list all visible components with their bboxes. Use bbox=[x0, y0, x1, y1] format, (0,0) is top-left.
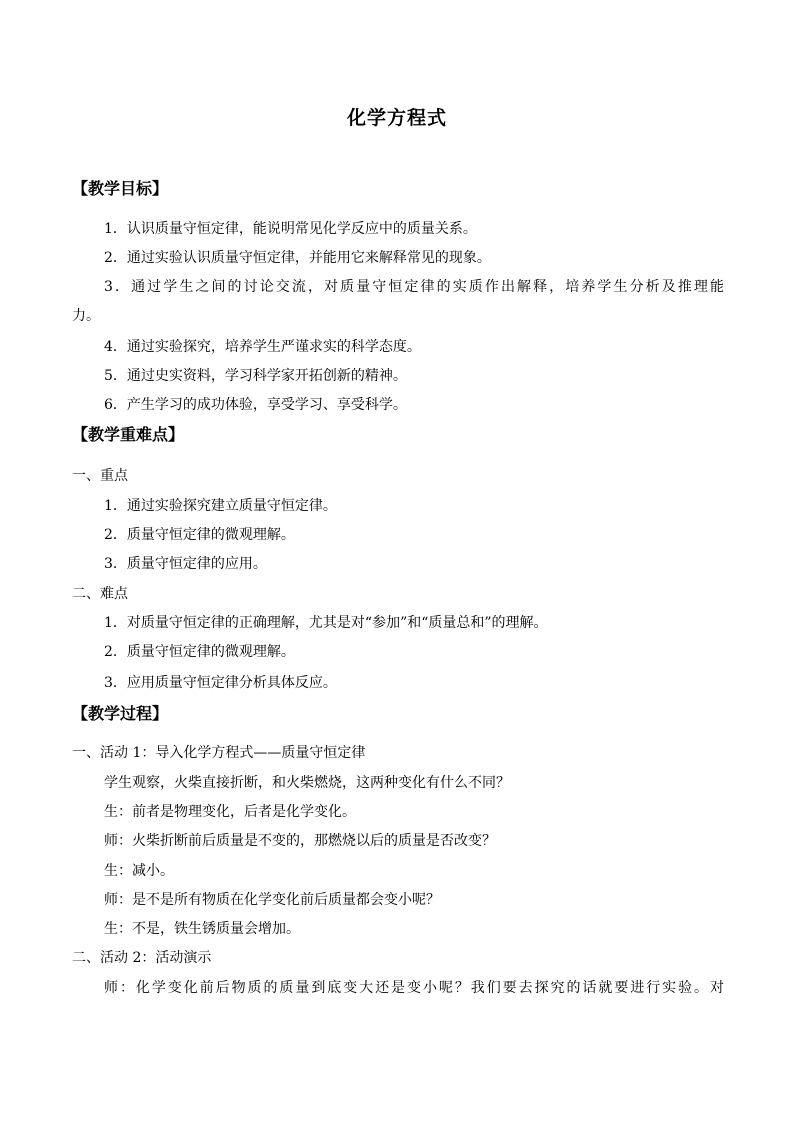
key-item: 3．质量守恒定律的应用。 bbox=[104, 556, 267, 572]
dialogue-line: 师：化学变化前后物质的质量到底变大还是变小呢？我们要去探究的话就要进行实验。对 bbox=[104, 980, 724, 996]
section-heading-goals: 【教学目标】 bbox=[72, 179, 169, 198]
difficult-item: 1．对质量守恒定律的正确理解，尤其是对“参加”和“质量总和”的理解。 bbox=[104, 615, 548, 631]
subheading-activity-2: 二、活动 2：活动演示 bbox=[72, 950, 212, 966]
goal-item: 2．通过实验认识质量守恒定律，并能用它来解释常见的现象。 bbox=[104, 250, 491, 266]
dialogue-line: 师：火柴折断前后质量是不变的，那燃烧以后的质量是否改变？ bbox=[104, 833, 496, 849]
dialogue-line: 师：是不是所有物质在化学变化前后质量都会变小呢？ bbox=[104, 892, 440, 908]
goal-item: 4．通过实验探究，培养学生严谨求实的科学态度。 bbox=[104, 339, 421, 355]
subheading-activity-1: 一、活动 1：导入化学方程式——质量守恒定律 bbox=[72, 745, 366, 761]
difficult-item: 3．应用质量守恒定律分析具体反应。 bbox=[104, 675, 337, 691]
goal-item: 5．通过史实资料，学习科学家开拓创新的精神。 bbox=[104, 368, 407, 384]
dialogue-line: 生：减小。 bbox=[104, 863, 174, 879]
goal-item: 1．认识质量守恒定律，能说明常见化学反应中的质量关系。 bbox=[104, 221, 477, 237]
goal-item-continuation: 力。 bbox=[72, 308, 100, 324]
subheading-key: 一、重点 bbox=[72, 468, 128, 484]
document-title: 化学方程式 bbox=[346, 107, 447, 129]
subheading-difficult: 二、难点 bbox=[72, 586, 128, 602]
key-item: 1．通过实验探究建立质量守恒定律。 bbox=[104, 498, 337, 514]
dialogue-line: 生：前者是物理变化，后者是化学变化。 bbox=[104, 804, 356, 820]
goal-item: 6．产生学习的成功体验，享受学习、享受科学。 bbox=[104, 397, 407, 413]
dialogue-line: 生：不是，铁生锈质量会增加。 bbox=[104, 921, 300, 937]
goal-item: 3．通过学生之间的讨论交流，对质量守恒定律的实质作出解释，培养学生分析及推理能 bbox=[104, 279, 724, 295]
key-item: 2．质量守恒定律的微观理解。 bbox=[104, 527, 295, 543]
section-heading-process: 【教学过程】 bbox=[72, 704, 169, 723]
difficult-item: 2．质量守恒定律的微观理解。 bbox=[104, 644, 295, 660]
section-heading-keypoints: 【教学重难点】 bbox=[72, 425, 185, 444]
dialogue-line: 学生观察，火柴直接折断，和火柴燃烧，这两种变化有什么不同？ bbox=[104, 775, 510, 791]
